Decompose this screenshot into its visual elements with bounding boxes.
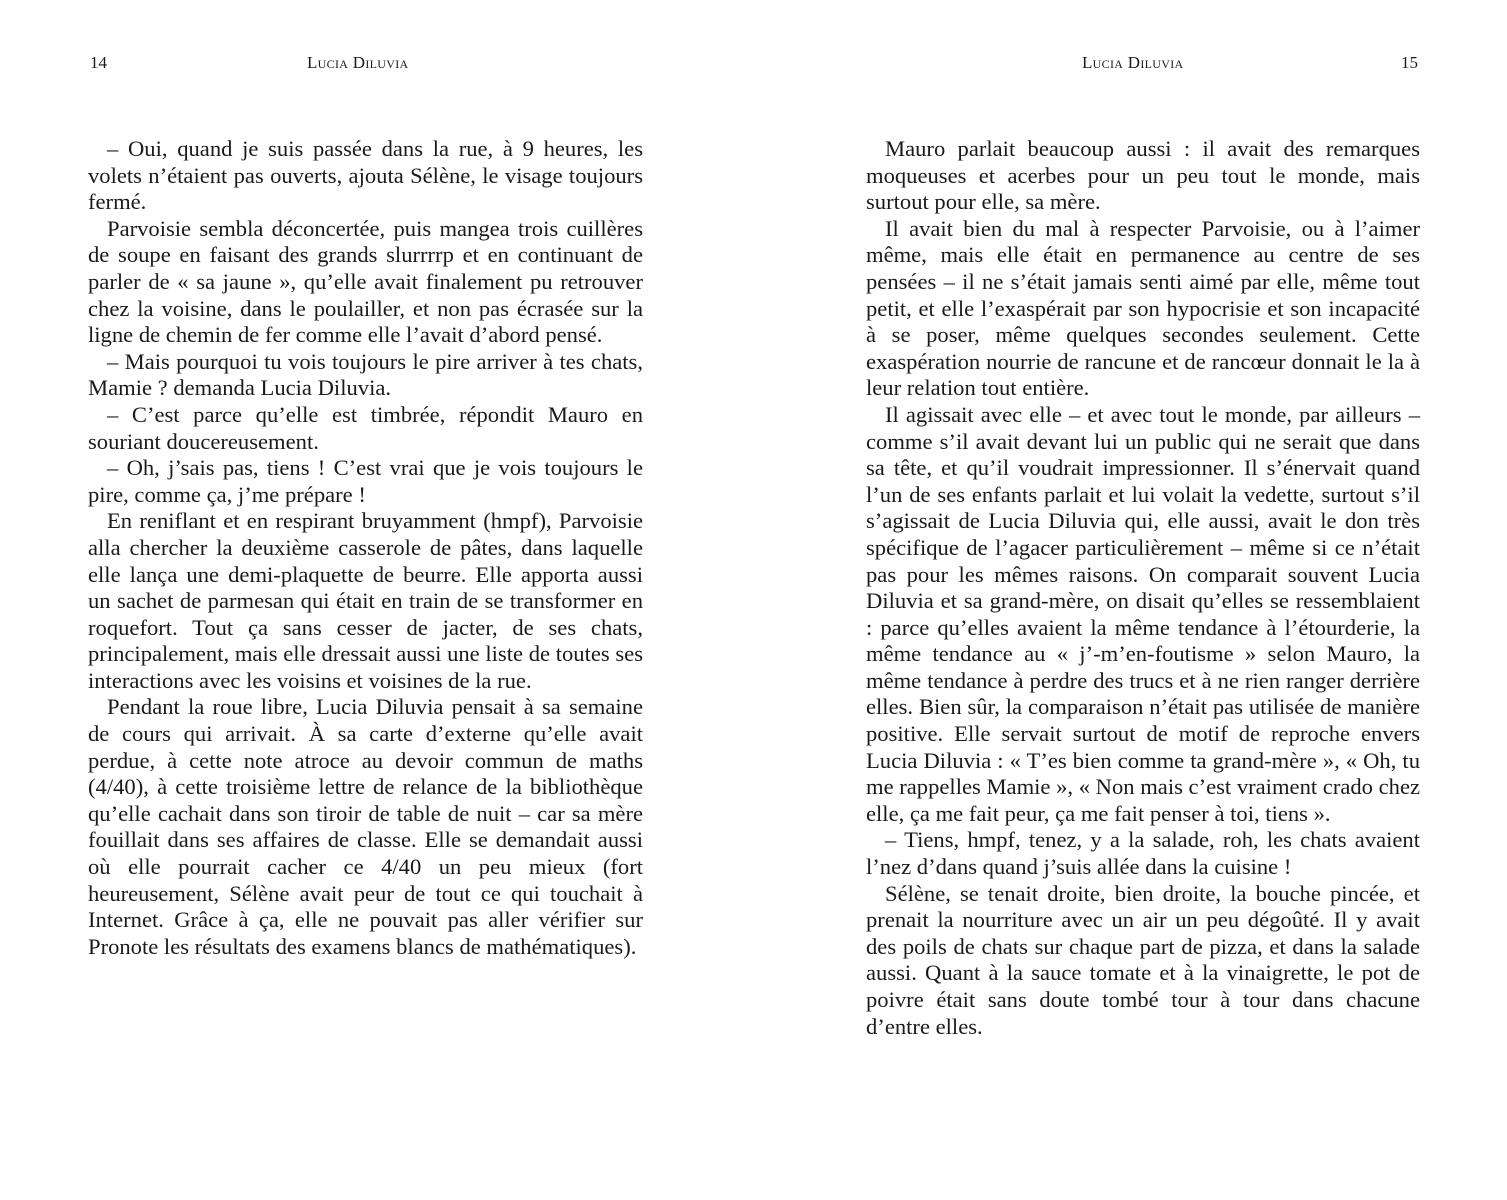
paragraph: – Oh, j’sais pas, tiens ! C’est vrai que je vois toujours le pire, comme ça, j’me prépare ! <box>88 455 643 507</box>
paragraph: Il avait bien du mal à respecter Parvoisie, ou à l’aimer même, mais elle était en permanence au centre de ses pensées – il ne s’était jamais senti aimé par elle, même tout petit, et elle l’exaspérait par son hypocrisie et son incapacité à se poser, même quelques secondes seulement. Cette exaspération nourrie de rancune et de rancœur donnait le la à leur relation tout entière. <box>866 215 1420 401</box>
paragraph: Sélène, se tenait droite, bien droite, la bouche pincée, et prenait la nourriture avec un air un peu dégoûté. Il y avait des poils de chats sur chaque part de pizza, et dans la salade aussi. Quant à la sauce tomate et à la vinaigrette, le pot de poivre était sans doute tombé tour à tour dans chacune d’entre elles. <box>866 880 1420 1039</box>
body-text-right <box>866 136 1420 1040</box>
paragraph: Mauro parlait beaucoup aussi : il avait des remarques moqueuses et acerbes pour un peu tout le monde, mais surtout pour elle, sa mère. <box>866 136 1420 215</box>
paragraph: – Tiens, hmpf, tenez, y a la salade, roh, les chats avaient l’nez d’dans quand j’suis allée dans la cuisine ! <box>866 827 1420 880</box>
paragraph: – C’est parce qu’elle est timbrée, répondit Mauro en souriant doucereusement. <box>88 401 643 454</box>
paragraph: Pendant la roue libre, Lucia Diluvia pensait à sa semaine de cours qui arrivait. À sa carte d’externe qu’elle avait perdue, à cette note atroce au devoir commun de maths (4/40), à cette troisième lettre de relance de la bibliothèque qu’elle cachait dans son tiroir de table de nuit – car sa mère fouillait dans ses affaires de classe. Elle se demandait aussi où elle pourrait cacher ce 4/40 un peu mieux (fort heureusement, Sélène avait peur de tout ce qui touchait à Internet. Grâce à ça, elle ne pouvait pas aller vérifier sur Pronote les résultats des examens blancs de mathématiques). <box>88 694 643 959</box>
page-number-left: 14 <box>90 53 107 72</box>
body-text-left <box>88 136 643 960</box>
paragraph: – Oui, quand je suis passée dans la rue, à 9 heures, les volets n’étaient pas ouverts, ajouta Sélène, le visage toujours fermé. <box>88 136 643 215</box>
page-number-right: 15 <box>1401 53 1418 72</box>
running-head-right: Lucia Diluvia <box>1082 53 1184 72</box>
running-head-left: Lucia Diluvia <box>307 53 409 72</box>
paragraph: Il agissait avec elle – et avec tout le monde, par ailleurs – comme s’il avait devant lui un public qui ne serait que dans sa tête, et qu’il voudrait impressionner. Il s’énervait quand l’un de ses enfants parlait et lui volait la vedette, surtout s’il s’agissait de Lucia Diluvia qui, elle aussi, avait le don très spécifique de l’agacer particulièrement – même si ce n’était pas pour les mêmes raisons. On comparait souvent Lucia Diluvia et sa grand-mère, on disait qu’elles se ressemblaient : parce qu’elles avaient la même tendance à l’étourderie, la même tendance au « j’-m’en-foutisme » selon Mauro, la même tendance à perdre des trucs et à ne rien ranger derrière elles. Bien sûr, la comparaison n’était pas utilisée de manière positive. Elle servait surtout de motif de reproche envers Lucia Diluvia : « T’es bien comme ta grand-mère », « Oh, tu me rappelles Mamie », « Non mais c’est vraiment crado chez elle, ça me fait peur, ça me fait penser à toi, tiens ». <box>866 401 1420 826</box>
right-page <box>753 0 1507 1200</box>
paragraph: – Mais pourquoi tu vois toujours le pire arriver à tes chats, Mamie ? demanda Lucia Diluvia. <box>88 348 643 401</box>
paragraph: Parvoisie sembla déconcertée, puis mangea trois cuillères de soupe en faisant des grands slurrrrp et en continuant de parler de « sa jaune », qu’elle avait finalement pu retrouver chez la voisine, dans le poulailler, et non pas écrasée sur la ligne de chemin de fer comme elle l’avait d’abord pensé. <box>88 215 643 348</box>
left-page <box>0 0 753 1200</box>
paragraph: En reniflant et en respirant bruyamment (hmpf), Parvoisie alla chercher la deuxième casserole de pâtes, dans laquelle elle lança une demi-plaquette de beurre. Elle apporta aussi un sachet de parmesan qui était en train de se transformer en roquefort. Tout ça sans cesser de jacter, de ses chats, principalement, mais elle dressait aussi une liste de toutes ses interactions avec les voisins et voisines de la rue. <box>88 508 643 693</box>
